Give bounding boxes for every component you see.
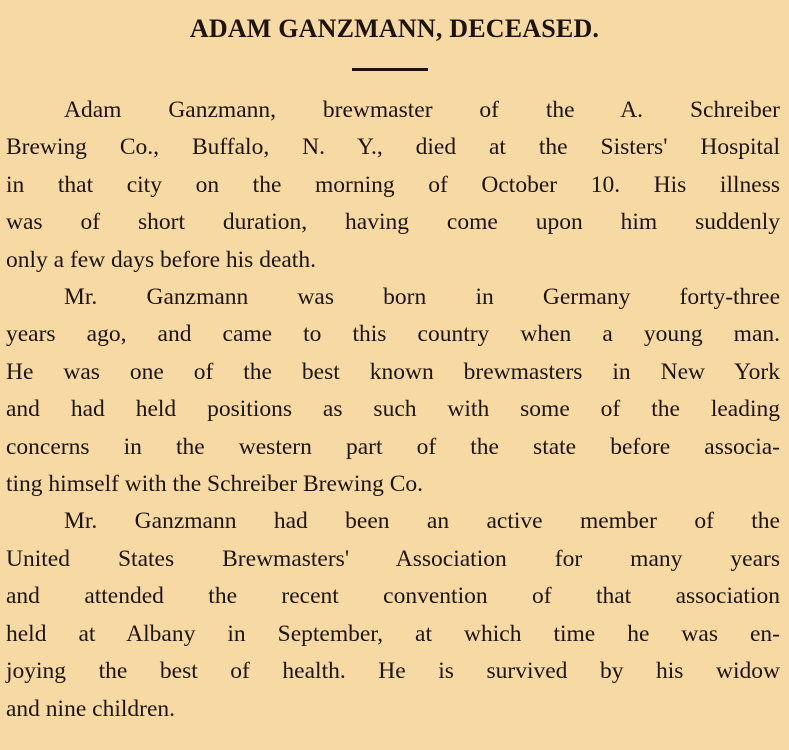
text-line: Mr. Ganzmann had been an active member of the (64, 508, 780, 535)
title-rule (352, 68, 428, 71)
text-line: United States Brewmasters' Association for many years (6, 545, 780, 572)
text-line: ting himself with the Schreiber Brewing Co. (6, 471, 424, 498)
text-line: joying the best of health. He is survived by his widow (6, 658, 780, 685)
text-line: Brewing Co., Buffalo, N. Y., died at the Sisters' Hospital (6, 134, 780, 161)
text-line: was of short duration, having come upon him suddenly (6, 209, 780, 236)
text-line: held at Albany in September, at which time he was en- (6, 620, 780, 647)
text-line: concerns in the western part of the state before associa- (6, 433, 780, 460)
text-line: and had held positions as such with some of the leading (6, 396, 780, 423)
text-line: only a few days before his death. (6, 246, 316, 273)
paragraph-3 (6, 503, 780, 727)
text-line: Adam Ganzmann, brewmaster of the A. Schreiber (64, 97, 780, 123)
paragraph-2 (6, 279, 780, 503)
text-line: and nine children. (6, 695, 176, 722)
text-line: years ago, and came to this country when a young man. (6, 321, 780, 348)
article-title: ADAM GANZMANN, DECEASED. (189, 14, 600, 43)
text-line: He was one of the best known brewmasters in New York (6, 358, 780, 385)
text-line: in that city on the morning of October 10. His illness (6, 171, 780, 198)
text-line: and attended the recent convention of that association (6, 583, 780, 610)
text-line: Mr. Ganzmann was born in Germany forty-three (64, 284, 780, 311)
paragraph-1 (6, 92, 780, 279)
article-body (6, 92, 780, 728)
